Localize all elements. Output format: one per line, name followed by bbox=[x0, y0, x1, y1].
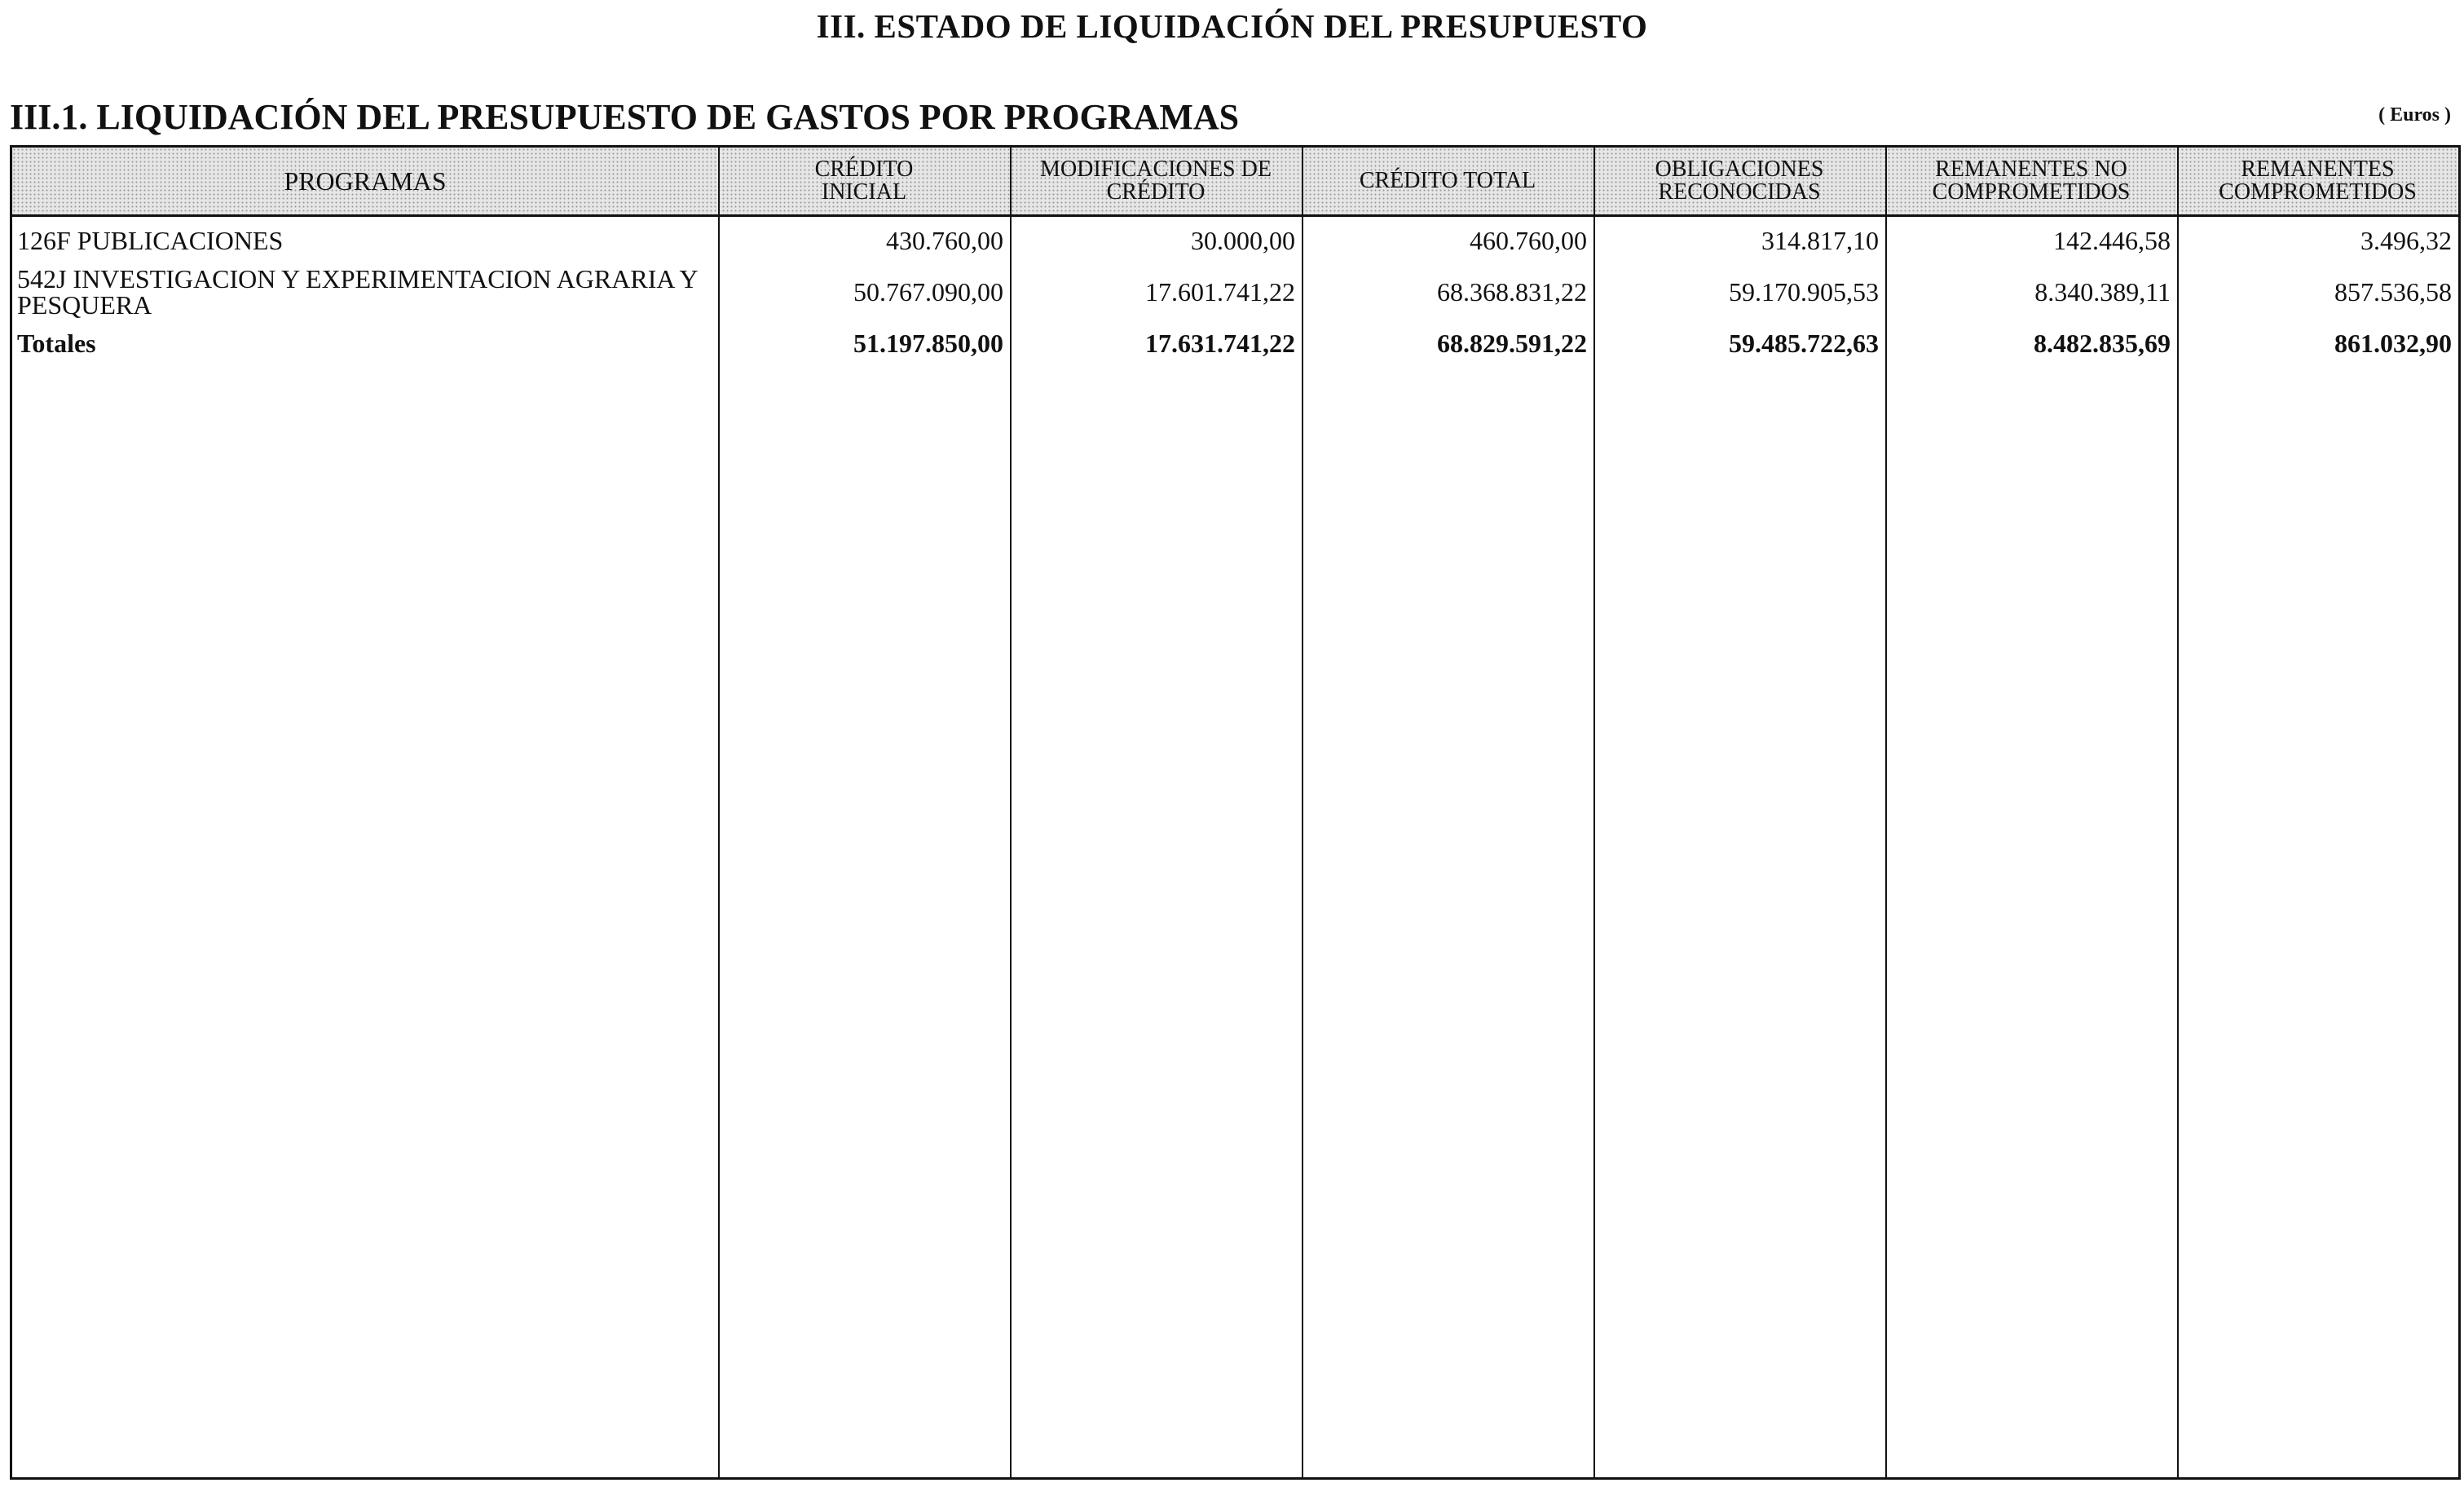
header-remanentes-no-comprometidos: REMANENTES NO COMPROMETIDOS bbox=[1932, 157, 2131, 205]
cell-credito-total: 68.829.591,22 bbox=[1437, 329, 1587, 358]
cell-programa: 542J INVESTIGACION Y EXPERIMENTACION AGRARIA Y PESQUERA bbox=[17, 264, 698, 320]
header-modificaciones-credito: MODIFICACIONES DE CRÉDITO bbox=[1040, 157, 1272, 205]
table-row bbox=[12, 223, 2458, 258]
header-obligaciones-reconocidas: OBLIGACIONES RECONOCIDAS bbox=[1655, 157, 1824, 205]
cell-modificaciones: 30.000,00 bbox=[1191, 226, 1295, 255]
cell-totales-label: Totales bbox=[17, 329, 96, 358]
cell-credito-total: 68.368.831,22 bbox=[1437, 277, 1587, 307]
cell-credito-inicial: 430.760,00 bbox=[886, 226, 1003, 255]
cell-remanentes-comprometidos: 857.536,58 bbox=[2334, 277, 2452, 307]
cell-remanentes-comprometidos: 861.032,90 bbox=[2334, 329, 2452, 358]
header-programas: PROGRAMAS bbox=[284, 166, 447, 196]
budget-table bbox=[10, 145, 2461, 1480]
section-title: III.1. LIQUIDACIÓN DEL PRESUPUESTO DE GASTOS POR PROGRAMAS bbox=[10, 97, 1240, 137]
totals-row bbox=[12, 325, 2458, 361]
cell-obligaciones: 314.817,10 bbox=[1761, 226, 1879, 255]
cell-remanentes-comprometidos: 3.496,32 bbox=[2360, 226, 2452, 255]
header-credito-total: CRÉDITO TOTAL bbox=[1359, 168, 1536, 193]
cell-obligaciones: 59.485.722,63 bbox=[1729, 329, 1879, 358]
table-row bbox=[12, 262, 2458, 322]
cell-remanentes-no-comprometidos: 8.340.389,11 bbox=[2034, 277, 2171, 307]
cell-remanentes-no-comprometidos: 142.446,58 bbox=[2053, 226, 2171, 255]
cell-credito-inicial: 50.767.090,00 bbox=[853, 277, 1003, 307]
cell-credito-inicial: 51.197.850,00 bbox=[853, 329, 1003, 358]
cell-remanentes-no-comprometidos: 8.482.835,69 bbox=[2034, 329, 2171, 358]
cell-modificaciones: 17.601.741,22 bbox=[1145, 277, 1295, 307]
cell-programa: 126F PUBLICACIONES bbox=[17, 226, 284, 255]
header-credito-inicial: CRÉDITO INICIAL bbox=[814, 157, 914, 205]
units-label: ( Euros ) bbox=[2378, 104, 2451, 126]
page-title: III. ESTADO DE LIQUIDACIÓN DEL PRESUPUESTO bbox=[816, 7, 1648, 45]
header-remanentes-comprometidos: REMANENTES COMPROMETIDOS bbox=[2219, 157, 2417, 205]
table-header bbox=[12, 148, 2458, 217]
cell-credito-total: 460.760,00 bbox=[1470, 226, 1587, 255]
cell-modificaciones: 17.631.741,22 bbox=[1145, 329, 1295, 358]
cell-obligaciones: 59.170.905,53 bbox=[1729, 277, 1879, 307]
